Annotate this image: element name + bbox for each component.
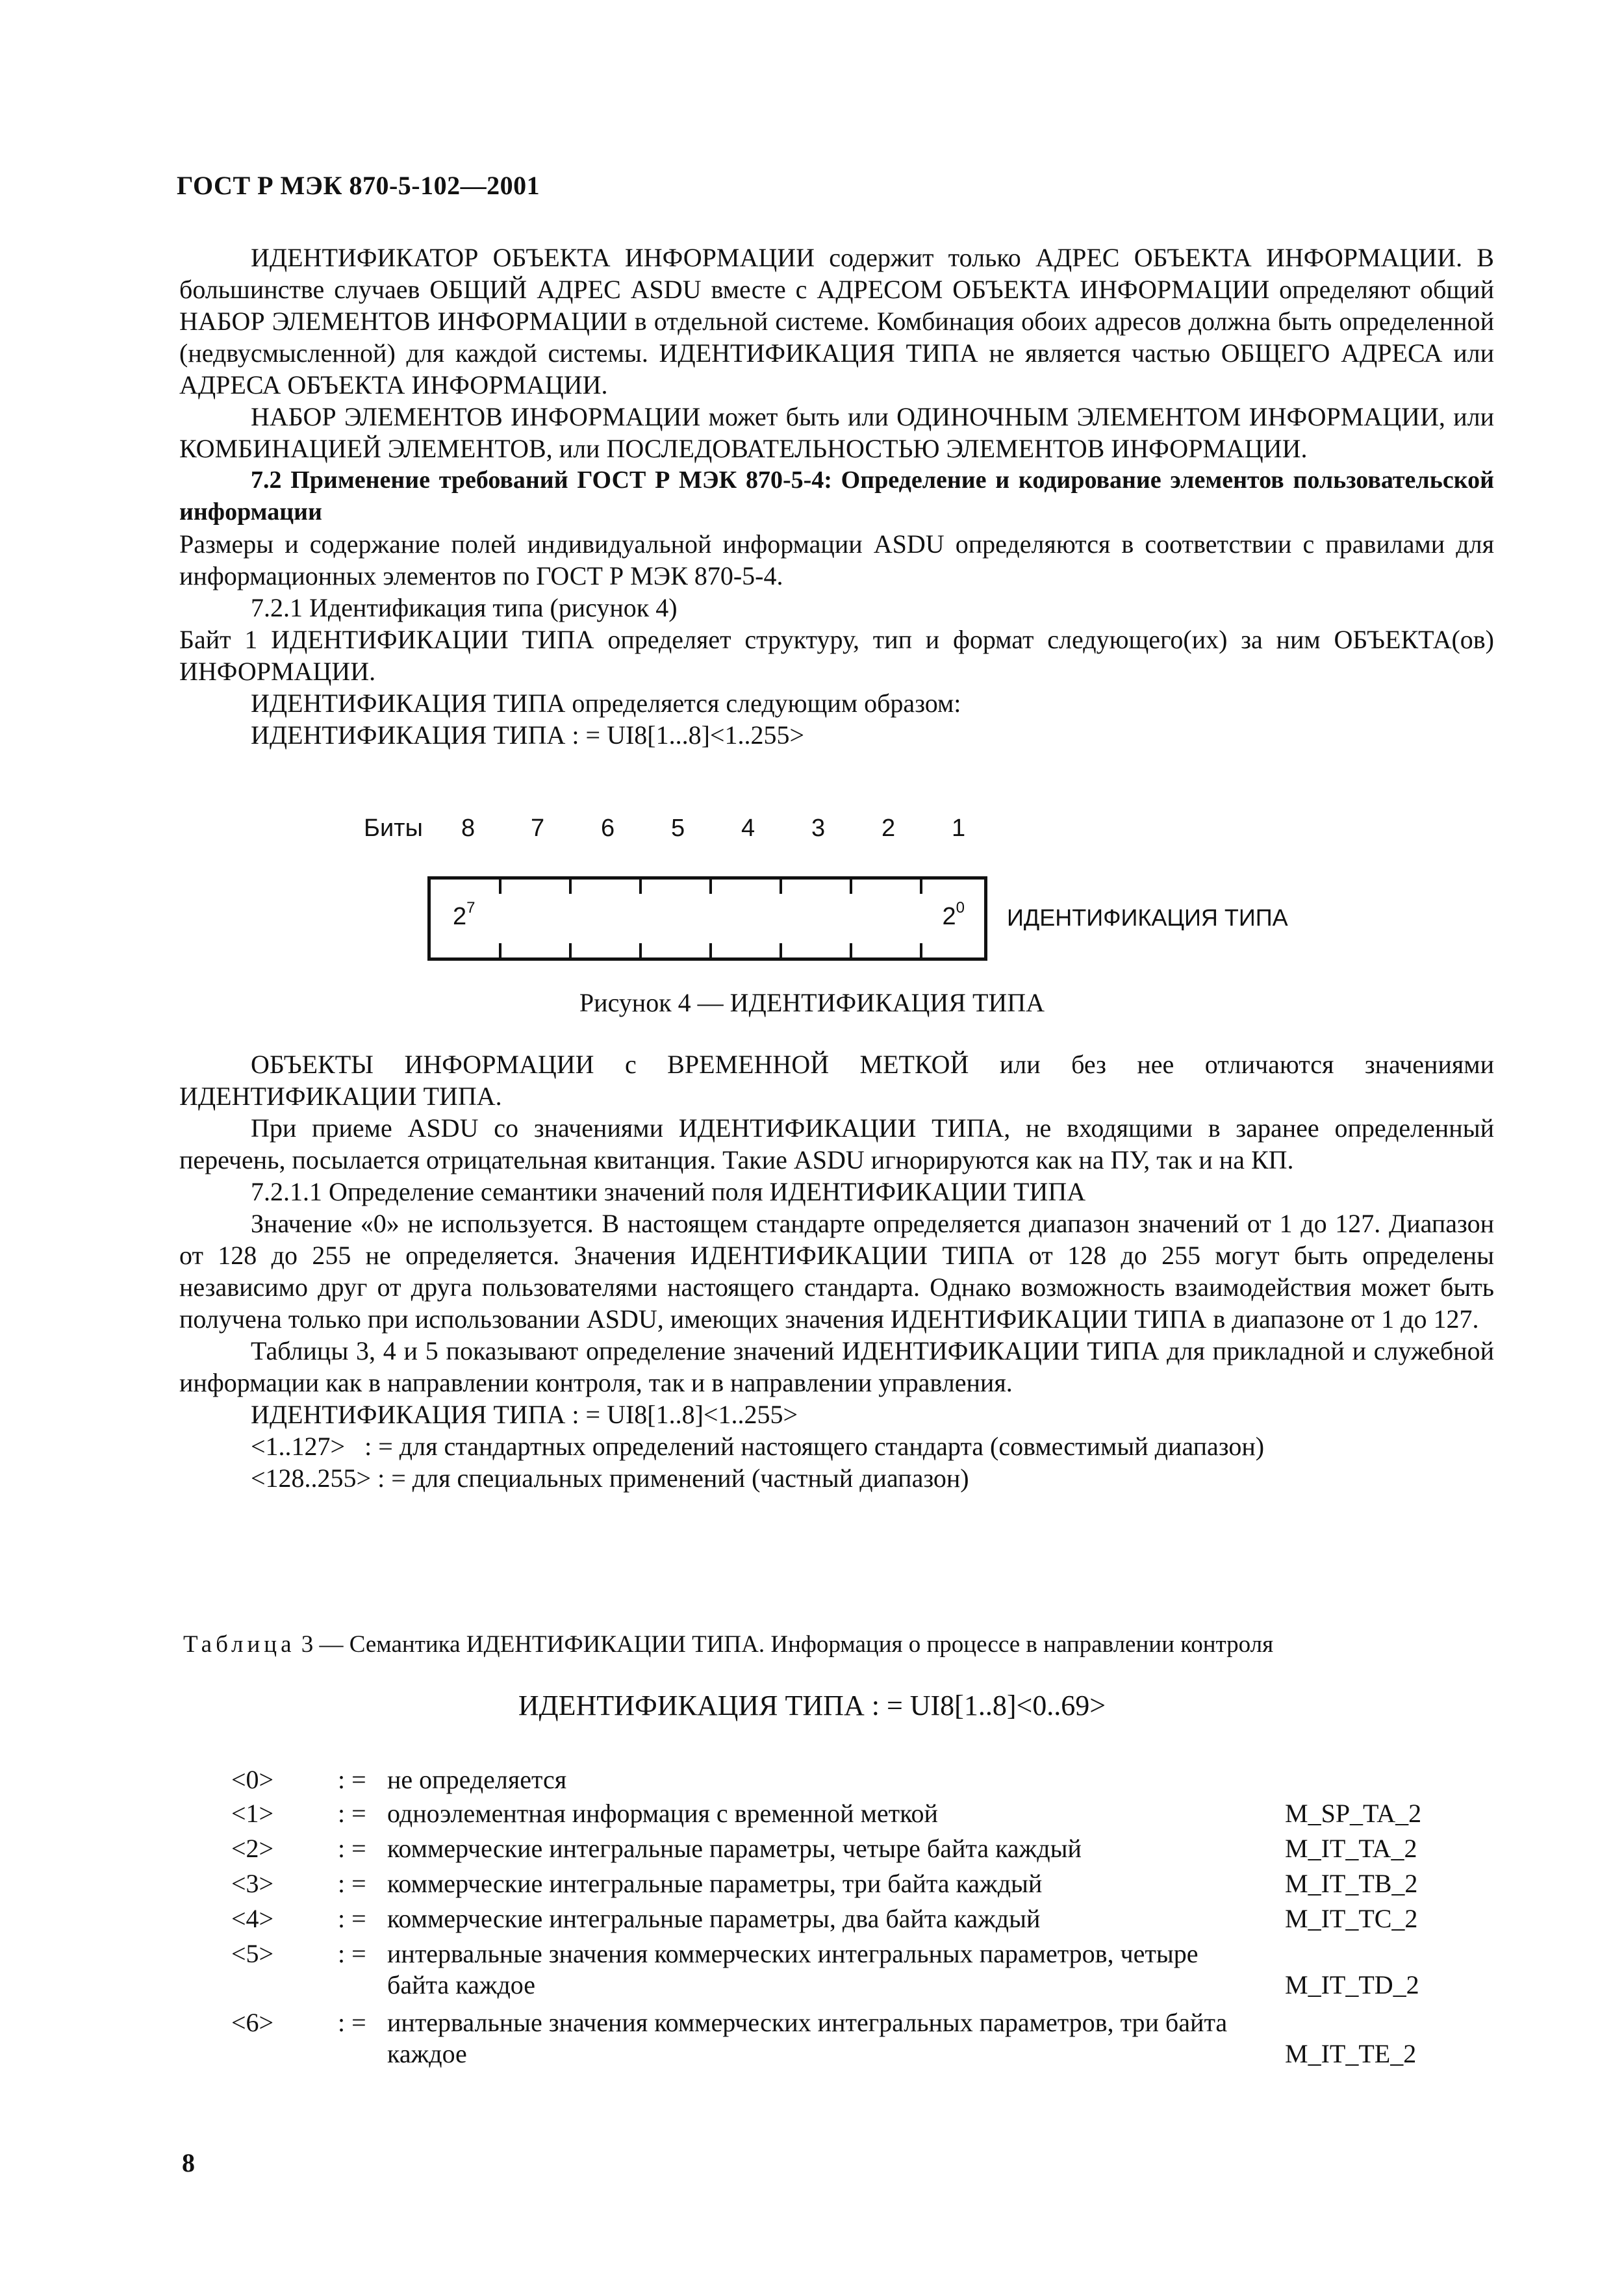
register-label: ИДЕНТИФИКАЦИЯ ТИПА: [1007, 904, 1288, 931]
bit-divider: [639, 943, 642, 957]
section-7-2-heading: 7.2 Применение требований ГОСТ Р МЭК 870-5-4: Определение и кодирование элементов пользовательской информации: [179, 466, 1494, 526]
document-header: ГОСТ Р МЭК 870-5-102—2001: [177, 171, 540, 200]
figure-caption: Рисунок 4 — ИДЕНТИФИКАЦИЯ ТИПА: [579, 988, 1045, 1017]
table-3-formula: ИДЕНТИФИКАЦИЯ ТИПА : = UI8[1..8]<0..69>: [518, 1690, 1106, 1721]
paragraph-type-definition: ИДЕНТИФИКАЦИЯ ТИПА определяется следующим образом:: [251, 689, 961, 718]
formula-type-identification-2: ИДЕНТИФИКАЦИЯ ТИПА : = UI8[1..8]<1..255>: [251, 1400, 798, 1429]
bit-number: 7: [531, 815, 545, 842]
bit-number: 5: [671, 815, 685, 842]
bit-divider: [569, 880, 572, 894]
paragraph-time-tag: ОБЪЕКТЫ ИНФОРМАЦИИ с ВРЕМЕННОЙ МЕТКОЙ или без нее отличаются значениями ИДЕНТИФИКАЦИИ ТИПА.: [179, 1050, 1494, 1111]
bit-number: 1: [952, 815, 966, 842]
range-private: <128..255> : = для специальных применений (частный диапазон): [251, 1464, 969, 1493]
document-page: ГОСТ Р МЭК 870-5-102—2001 ИДЕНТИФИКАТОР ОБЪЕКТА ИНФОРМАЦИИ содержит только АДРЕС ОБЪЕКТА ИНФОРМАЦИИ. В большинстве случаев ОБЩИЙ АДРЕС ASDU вместе с АДРЕСОМ ОБЪЕКТА ИНФОРМАЦИИ определяют общий НАБОР ЭЛЕМЕНТОВ ИНФОРМАЦИИ в отдельной системе. Комбинация обоих адресов должна быть определенной (недвусмысленной) для каждой системы. ИДЕНТИФИКАЦИЯ ТИПА не является частью ОБЩЕГО АДРЕСА или АДРЕСА ОБЪЕКТА ИНФОРМАЦИИ. НАБОР ЭЛЕМЕНТОВ ИНФОРМАЦИИ может быть или ОДИНОЧНЫМ ЭЛЕМЕНТОМ ИНФОРМАЦИИ, или КОМБИНАЦИЕЙ ЭЛЕМЕНТОВ, или ПОСЛЕДОВАТЕЛЬНОСТЬЮ ЭЛЕМЕНТОВ ИНФОРМАЦИИ. 7.2 Применение требований ГОСТ Р МЭК 870-5-4: Определение и кодирование элементов пользовательской информации Размеры и содержание полей индивидуальной информации ASDU определяются в соответствии с правилами для информационных элементов по ГОСТ Р МЭК 870-5-4. 7.2.1 Идентификация типа (рисунок 4) Байт 1 ИДЕНТИФИКАЦИИ ТИПА определяет структуру, тип и формат следующего(их) за ним ОБЪЕКТА(ов) ИНФОРМАЦИИ. ИДЕНТИФИКАЦИЯ ТИПА определяется следующим образом: ИДЕНТИФИКАЦИЯ ТИПА : = UI8[1...8]<1..255> Биты 8 7 6 5 4 3 2 1 $2^7$ $2^0$ ИДЕНТИФИКАЦИЯ ТИПА Рисунок 4 — ИДЕНТИФИКАЦИЯ ТИПА ОБЪЕКТЫ ИНФОРМАЦИИ с ВРЕМЕННОЙ МЕТКОЙ или без нее отличаются значениями ИДЕНТИФИКАЦИИ ТИПА. При приеме ASDU со значениями ИДЕНТИФИКАЦИИ ТИПА, не входящими в заранее определенный перечень, посылается отрицательная квитанция. Такие ASDU игнорируются как на ПУ, так и на КП. 7.2.1.1 Определение семантики значений поля ИДЕНТИФИКАЦИИ ТИПА Значение «0» не используется. В настоящем стандарте определяется диапазон значений от 1 до 127. Диапазон от 128 до 255 не определяется. Значения ИДЕНТИФИКАЦИИ ТИПА от 128 до 255 могут быть определены независимо друг от друга пользователями настоящего стандарта. Однако возможность взаимодействия может быть получена только при использовании ASDU, имеющих значения ИДЕНТИФИКАЦИИ ТИПА в диапазоне от 1 до 127. Таблицы 3, 4 и 5 показывают определение значений ИДЕНТИФИКАЦИИ ТИПА для прикладной и служебной информации как в направлении контроля, так и в направлении управления. ИДЕНТИФИКАЦИЯ ТИПА : = UI8[1..8]<1..255> <1..127> : = для стандартных определений настоящего стандарта (совместимый диапазон) <128..255> : = для специальных применений (частный диапазон) Таблица 3 — Семантика ИДЕНТИФИКАЦИИ ТИПА. Информация о процессе в направлении контроля ИДЕНТИФИКАЦИЯ ТИПА : = UI8[1..8]<0..69> <0> : = не определяется <1> : = одноэлементная информация с временной меткой M_SP_TA_2 <2> : = коммерческие интегральные параметры, четыре байта каждый M_IT_TA_2 <3> : = коммерческие интегральные параметры, три байта каждый M_IT_TB_2 <4> : = коммерческие интегральные параметры, два байта каждый M_IT_TC_2 <5> : = интервальные значения коммерческих интегральных параметров, четыре байта каждое M_IT_TD_2 <6> : = интервальные значения коммерческих интегральных параметров, три байта каждое M_IT_TE_2 8: [0, 0, 1624, 2282]
bit-divider: [780, 943, 782, 957]
paragraph-negative-ack: При приеме ASDU со значениями ИДЕНТИФИКАЦИИ ТИПА, не входящими в заранее определенный перечень, посылается отрицательная квитанция. Такие ASDU игнорируются как на ПУ, так и на КП.: [179, 1113, 1494, 1174]
msb-weight: $2^7$: [453, 899, 476, 930]
bit-divider: [920, 943, 922, 957]
bit-divider: [639, 880, 642, 894]
paragraph-byte-1: Байт 1 ИДЕНТИФИКАЦИИ ТИПА определяет структуру, тип и формат следующего(их) за ним ОБЪЕКТА(ов) ИНФОРМАЦИИ.: [179, 625, 1494, 686]
bits-label: Биты: [364, 815, 423, 842]
lsb-weight: $2^0$: [942, 899, 965, 930]
bit-number: 4: [741, 815, 755, 842]
formula-type-identification: ИДЕНТИФИКАЦИЯ ТИПА : = UI8[1...8]<1..255>: [251, 720, 805, 750]
bit-divider: [850, 880, 852, 894]
bit-divider: [499, 880, 501, 894]
bit-divider: [709, 943, 712, 957]
bit-divider: [709, 880, 712, 894]
bit-number: 8: [461, 815, 476, 842]
paragraph-tables-intro: Таблицы 3, 4 и 5 показывают определение значений ИДЕНТИФИКАЦИИ ТИПА для прикладной и служебной информации как в направлении контроля, так и в направлении управления.: [179, 1336, 1494, 1397]
bit-divider: [850, 943, 852, 957]
type-id-register: [427, 876, 987, 961]
section-7-2-1-1-heading: 7.2.1.1 Определение семантики значений поля ИДЕНТИФИКАЦИИ ТИПА: [251, 1177, 1086, 1206]
bit-divider: [780, 880, 782, 894]
range-standard: <1..127> : = для стандартных определений настоящего стандарта (совместимый диапазон): [251, 1432, 1265, 1461]
bit-number: 6: [601, 815, 615, 842]
paragraph-value-ranges: Значение «0» не используется. В настоящем стандарте определяется диапазон значений от 1 до 127. Диапазон от 128 до 255 не определяется. Значения ИДЕНТИФИКАЦИИ ТИПА от 128 до 255 могут быть определены независимо друг от друга пользователями настоящего стандарта. Однако возможность взаимодействия может быть получена только при использовании ASDU, имеющих значения ИДЕНТИФИКАЦИИ ТИПА в диапазоне от 1 до 127.: [179, 1209, 1494, 1334]
bit-number: 2: [882, 815, 896, 842]
paragraph-information-set: НАБОР ЭЛЕМЕНТОВ ИНФОРМАЦИИ может быть или ОДИНОЧНЫМ ЭЛЕМЕНТОМ ИНФОРМАЦИИ, или КОМБИНАЦИЕЙ ЭЛЕМЕНТОВ, или ПОСЛЕДОВАТЕЛЬНОСТЬЮ ЭЛЕМЕНТОВ ИНФОРМАЦИИ.: [179, 402, 1494, 463]
paragraph-object-identifier: ИДЕНТИФИКАТОР ОБЪЕКТА ИНФОРМАЦИИ содержит только АДРЕС ОБЪЕКТА ИНФОРМАЦИИ. В большинстве случаев ОБЩИЙ АДРЕС ASDU вместе с АДРЕСОМ ОБЪЕКТА ИНФОРМАЦИИ определяют общий НАБОР ЭЛЕМЕНТОВ ИНФОРМАЦИИ в отдельной системе. Комбинация обоих адресов должна быть определенной (недвусмысленной) для каждой системы. ИДЕНТИФИКАЦИЯ ТИПА не является частью ОБЩЕГО АДРЕСА или АДРЕСА ОБЪЕКТА ИНФОРМАЦИИ.: [179, 243, 1494, 399]
section-7-2-1-heading: 7.2.1 Идентификация типа (рисунок 4): [251, 593, 678, 622]
bit-number: 3: [811, 815, 826, 842]
bit-divider: [920, 880, 922, 894]
page-number: 8: [182, 2148, 195, 2177]
bit-divider: [569, 943, 572, 957]
paragraph-asdu-fields: Размеры и содержание полей индивидуальной информации ASDU определяются в соответствии с правилами для информационных элементов по ГОСТ Р МЭК 870-5-4.: [179, 529, 1494, 590]
table-label: Таблица: [183, 1631, 296, 1658]
section-7-1-text: [179, 242, 1494, 751]
after-figure-text: [179, 1048, 1494, 1494]
bit-divider: [499, 943, 501, 957]
table-3-title: Таблица 3 — Семантика ИДЕНТИФИКАЦИИ ТИПА. Информация о процессе в направлении контроля: [183, 1631, 1274, 1658]
